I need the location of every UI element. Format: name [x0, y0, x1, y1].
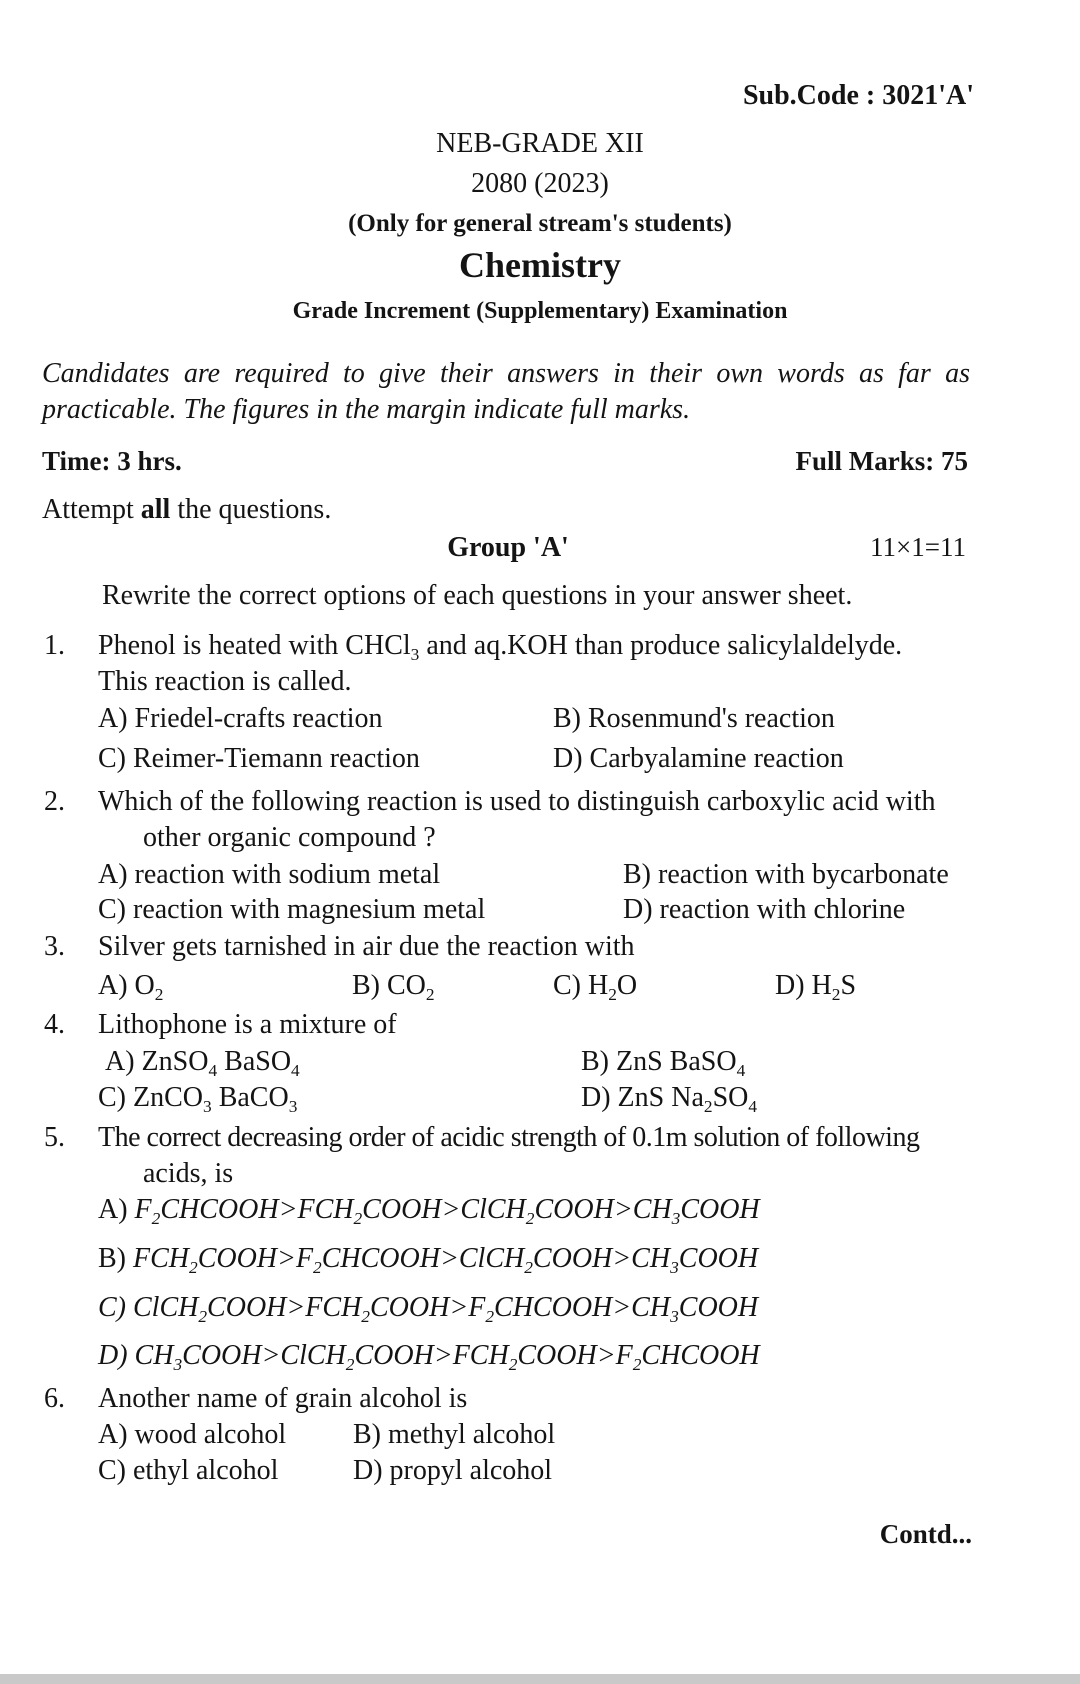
instruction-line-1: Candidates are required to give their answers in their own words as far as: [42, 358, 970, 389]
question-4-text: Lithophone is a mixture of: [98, 1009, 397, 1040]
q4-option-d: D) ZnS $Na_2SO_4$: [581, 1082, 758, 1117]
attempt-instruction: Attempt all the questions.: [42, 494, 332, 525]
q5-option-c: C) $ClCH_2COOH>FCH_2COOH>F_2CHCOOH>CH_3COOH$: [98, 1292, 759, 1327]
q2-option-a: A) reaction with sodium metal: [98, 859, 441, 890]
exam-name: Grade Increment (Supplementary) Examination: [292, 298, 788, 324]
q1-option-d: D) Carbyalamine reaction: [553, 743, 844, 774]
full-marks: Full Marks: 75: [795, 446, 968, 476]
question-number-1: 1.: [44, 630, 65, 661]
q3-option-b: B) $CO_2$: [352, 970, 435, 1005]
group-title: Group 'A': [447, 532, 569, 563]
question-number-3: 3.: [44, 931, 65, 962]
question-5-text: The correct decreasing order of acidic strength of 0.1m solution of following: [98, 1122, 920, 1153]
subject-title: Chemistry: [459, 245, 621, 285]
q2-option-d: D) reaction with chlorine: [623, 894, 906, 925]
page-bottom-edge: [0, 1674, 1080, 1684]
question-number-6: 6.: [44, 1383, 65, 1414]
exam-year: 2080 (2023): [471, 168, 609, 199]
question-1-text: Phenol is heated with CHCl$_3$ and aq.KOH than produce salicylaldelyde.: [98, 630, 903, 665]
continued-note: Contd...: [879, 1519, 972, 1549]
question-number-5: 5.: [44, 1122, 65, 1153]
q3-option-d: D) $H_2S$: [775, 970, 857, 1005]
q4-option-b: B) ZnS BaSO$_4$: [581, 1046, 746, 1081]
question-2-text: Which of the following reaction is used to distinguish carboxylic acid with: [98, 786, 936, 817]
q3-option-c: C) $H_2O$: [553, 970, 638, 1005]
q6-option-d: D) propyl alcohol: [353, 1455, 553, 1486]
group-directive: Rewrite the correct options of each questions in your answer sheet.: [102, 580, 853, 611]
q1-option-a: A) Friedel-crafts reaction: [98, 703, 383, 734]
instruction-line-2: practicable. The figures in the margin indicate full marks.: [42, 394, 691, 425]
q2-option-c: C) reaction with magnesium metal: [98, 894, 486, 925]
question-number-2: 2.: [44, 786, 65, 817]
q5-option-a: A) $F_2CHCOOH>FCH_2COOH>ClCH_2COOH>CH_3COOH$: [98, 1194, 760, 1229]
group-marks: 11×1=11: [870, 532, 966, 562]
question-2-text-line-2: other organic compound ?: [143, 822, 436, 853]
q4-option-c: C) ZnCO$_3$ BaCO$_3$: [98, 1082, 298, 1117]
q1-option-b: B) Rosenmund's reaction: [553, 703, 835, 734]
question-number-4: 4.: [44, 1009, 65, 1040]
q5-option-d: D) $CH_3COOH>ClCH_2COOH>FCH_2COOH>F_2CHCOOH$: [98, 1340, 760, 1375]
q5-option-b: B) $FCH_2COOH>F_2CHCOOH>ClCH_2COOH>CH_3COOH$: [98, 1243, 759, 1278]
question-1-text-line-2: This reaction is called.: [98, 666, 352, 697]
q4-option-a: A) ZnSO$_4$ BaSO$_4$: [105, 1046, 300, 1081]
stream-note: (Only for general stream's students): [348, 210, 732, 237]
question-5-text-line-2: acids, is: [143, 1158, 234, 1189]
board-title: NEB-GRADE XII: [436, 128, 644, 159]
q6-option-a: A) wood alcohol: [98, 1419, 287, 1450]
q6-option-c: C) ethyl alcohol: [98, 1455, 279, 1486]
q2-option-b: B) reaction with bycarbonate: [623, 859, 949, 890]
question-3-text: Silver gets tarnished in air due the reaction with: [98, 931, 635, 962]
q6-option-b: B) methyl alcohol: [353, 1419, 556, 1450]
question-6-text: Another name of grain alcohol is: [98, 1383, 468, 1414]
q3-option-a: A) $O_2$: [98, 970, 164, 1005]
q1-option-c: C) Reimer-Tiemann reaction: [98, 743, 420, 774]
time-allowed: Time: 3 hrs.: [42, 446, 182, 476]
subject-code: Sub.Code : 3021'A': [742, 80, 974, 111]
